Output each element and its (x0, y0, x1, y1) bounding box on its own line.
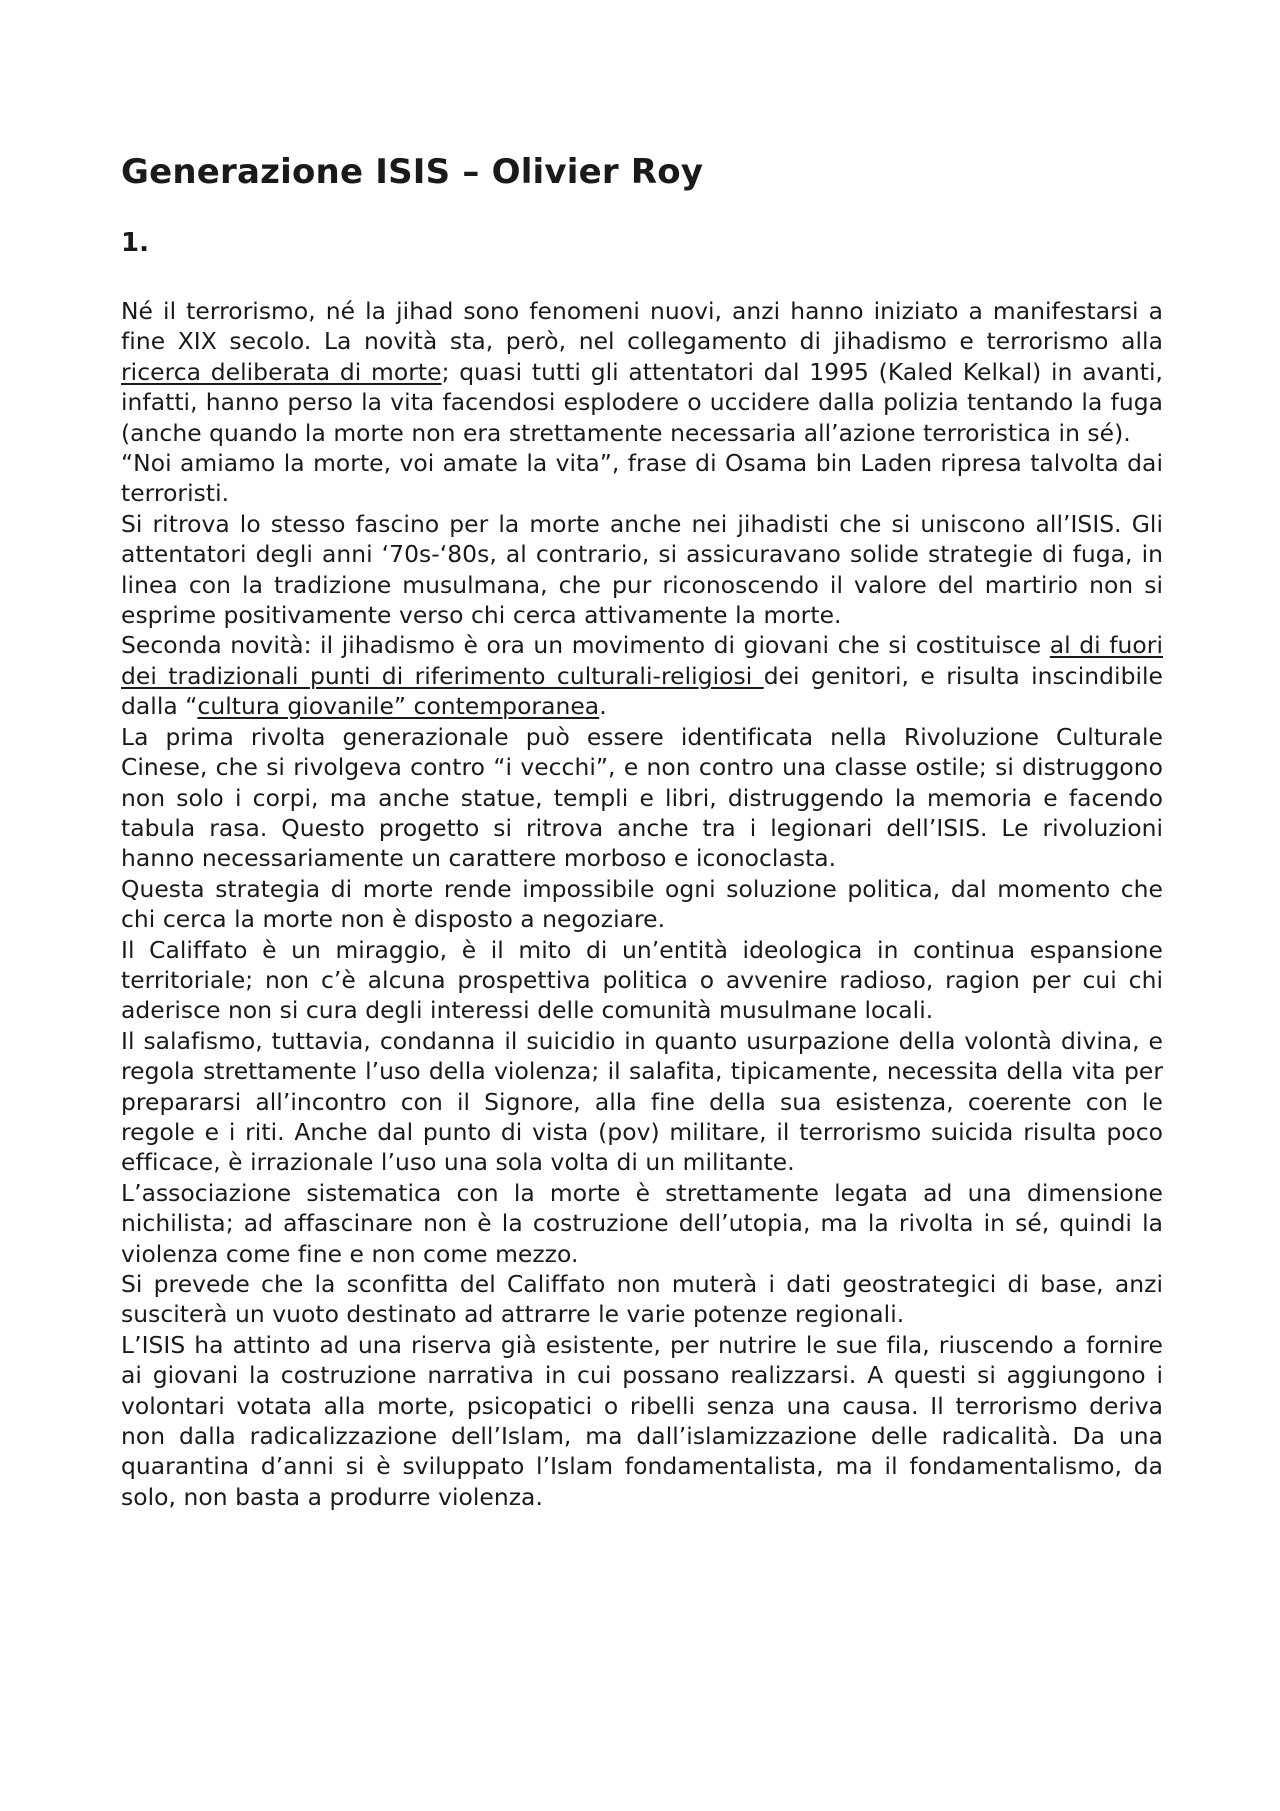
paragraph (121, 448, 1163, 509)
underlined-text: cultura giovanile” contemporanea (197, 692, 600, 721)
text-run: Né il terrorismo, né la jihad sono fenomeni nuovi, anzi hanno iniziato a manifestarsi a fine XIX secolo. La novità sta, però, nel collegamento di jihadismo e terrorismo alla (121, 297, 1163, 356)
text-run: La prima rivolta generazionale può essere identificata nella Rivoluzione Culturale Cinese, che si rivolgeva contro “i vecchi”, e non contro una classe ostile; si distruggono non solo i corpi, ma anche statue, templi e libri, distruggendo la memoria e facendo tabula rasa. Questo progetto si ritrova anche tra i legionari dell’ISIS. Le rivoluzioni hanno necessariamente un carattere morboso e iconoclasta. (121, 722, 1163, 873)
text-run: Si prevede che la sconfitta del Califfato non muterà i dati geostrategici di base, anzi susciterà un vuoto destinato ad attrarre le varie potenze regionali. (121, 1270, 1163, 1329)
paragraph (121, 630, 1163, 721)
document-page (121, 150, 1163, 1512)
text-run: Seconda novità: il jihadismo è ora un movimento di giovani che si costituisce (121, 631, 1050, 660)
document-body (121, 296, 1163, 1512)
paragraph (121, 1269, 1163, 1330)
paragraph (121, 296, 1163, 448)
text-run: Si ritrova lo stesso fascino per la morte anche nei jihadisti che si uniscono all’ISIS. Gli attentatori degli anni ‘70s-‘80s, al contrario, si assicuravano solide strategie di fuga, in linea con la tradizione musulmana, che pur riconoscendo il valore del martirio non si esprime positivamente verso chi cerca attivamente la morte. (121, 509, 1163, 630)
paragraph (121, 1330, 1163, 1512)
text-run: ; quasi tutti gli attentatori dal 1995 (Kaled Kelkal) in avanti, infatti, hanno perso la vita facendosi esplodere o uccidere dalla polizia tentando la fuga (anche quando la morte non era strettamente necessaria all’azione terroristica in sé). (121, 357, 1163, 447)
underlined-text: al di fuori dei tradizionali punti di riferimento culturali-religiosi (121, 631, 1163, 690)
text-run: L’associazione sistematica con la morte è strettamente legata ad una dimensione nichilista; ad affascinare non è la costruzione dell’utopia, ma la rivolta in sé, quindi la violenza come fine e non come mezzo. (121, 1178, 1163, 1268)
paragraph (121, 874, 1163, 935)
text-run: Il Califfato è un miraggio, è il mito di un’entità ideologica in continua espansione territoriale; non c’è alcuna prospettiva politica o avvenire radioso, ragion per cui chi aderisce non si cura degli interessi delle comunità musulmane locali. (121, 935, 1163, 1025)
text-run: dei genitori, e risulta inscindibile dalla “ (121, 661, 1163, 721)
paragraph (121, 935, 1163, 1026)
paragraph (121, 509, 1163, 631)
chapter-number: 1. (121, 228, 149, 258)
paragraph (121, 1026, 1163, 1178)
underlined-text: ricerca deliberata di morte (121, 357, 442, 386)
paragraph (121, 1178, 1163, 1269)
text-run: Questa strategia di morte rende impossibile ogni soluzione politica, dal momento che chi cerca la morte non è disposto a negoziare. (121, 874, 1163, 934)
text-run: . (599, 692, 607, 721)
text-run: Il salafismo, tuttavia, condanna il suicidio in quanto usurpazione della volontà divina, e regola strettamente l’uso della violenza; il salafita, tipicamente, necessita della vita per prepararsi all’incontro con il Signore, alla fine della sua esistenza, coerente con le regole e i riti. Anche dal punto di vista (pov) militare, il terrorismo suicida risulta poco efficace, è irrazionale l’uso una sola volta di un militante. (121, 1026, 1163, 1177)
paragraph (121, 722, 1163, 874)
document-title: Generazione ISIS – Olivier Roy (121, 152, 704, 192)
quote-text: “Noi amiamo la morte, voi amate la vita”, frase di Osama bin Laden ripresa talvolta dai terroristi. (121, 449, 1163, 508)
text-run: L’ISIS ha attinto ad una riserva già esistente, per nutrire le sue fila, riuscendo a fornire ai giovani la costruzione narrativa in cui possano realizzarsi. A questi si aggiungono i volontari votata alla morte, psicopatici o ribelli senza una causa. Il terrorismo deriva non dalla radicalizzazione dell’Islam, ma dall’islamizzazione delle radicalità. Da una quarantina d’anni si è sviluppato l’Islam fondamentalista, ma il fondamentalismo, da solo, non basta a produrre violenza. (121, 1330, 1163, 1511)
